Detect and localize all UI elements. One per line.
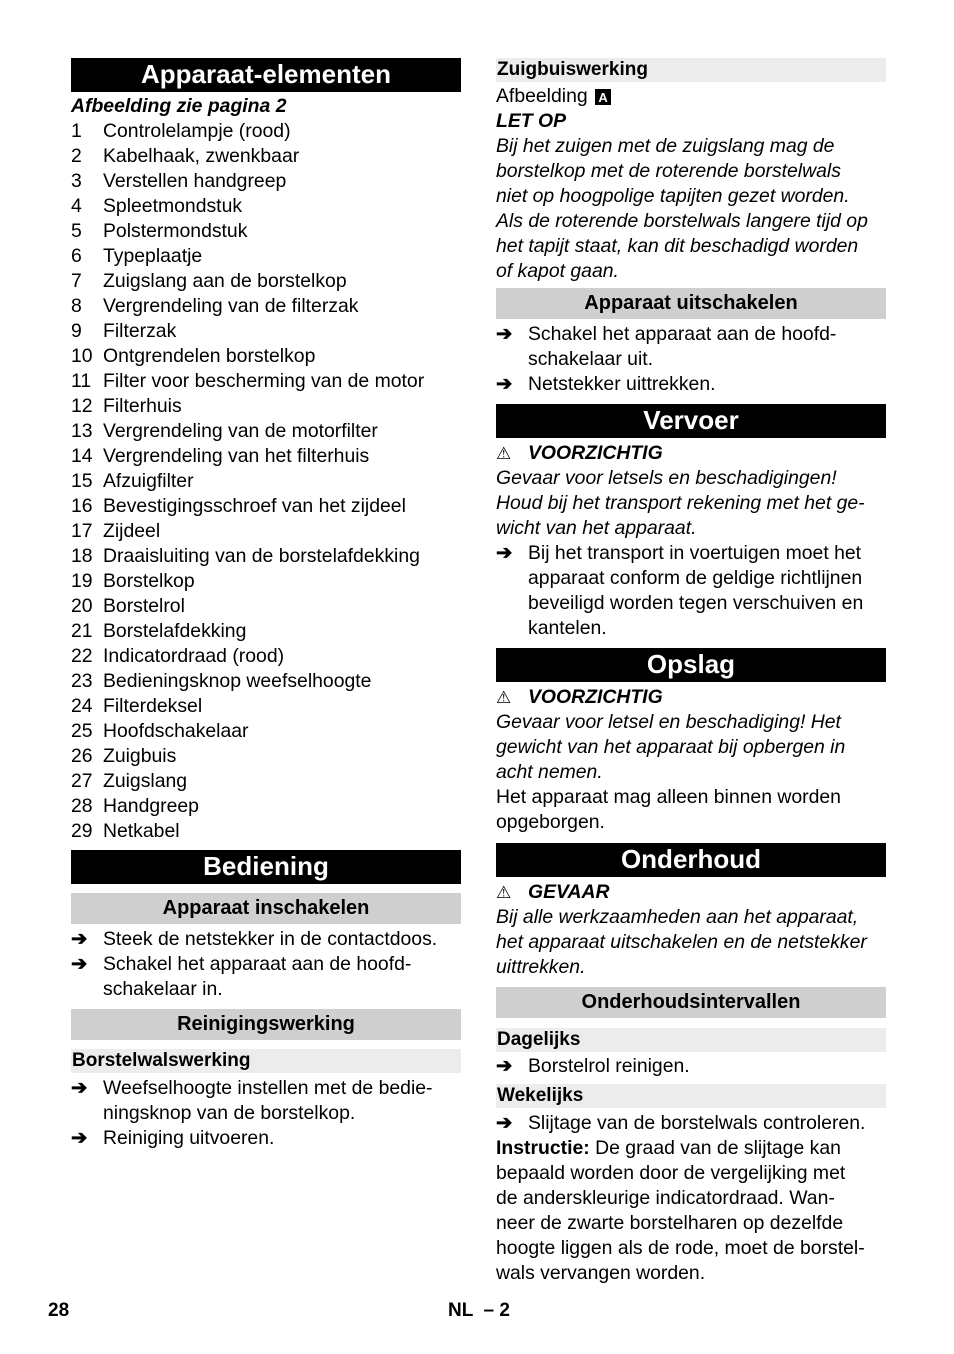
parts-list-item bbox=[71, 619, 461, 644]
heading-apparaat-inschakelen: Apparaat inschakelen bbox=[71, 893, 461, 924]
arrow-right-icon: ➔ bbox=[496, 1112, 513, 1134]
step-item bbox=[71, 952, 461, 1002]
item-label: Draaisluiting van de borstelafdekking bbox=[103, 545, 420, 567]
item-number: 11 bbox=[71, 370, 92, 392]
item-number: 27 bbox=[71, 770, 93, 792]
transport-warning bbox=[496, 441, 886, 466]
switch-off-steps bbox=[496, 322, 886, 397]
transport-warning-text: Gevaar voor letsels en beschadigingen! Houd bij het transport rekening met het ge- wicht van het apparaat. bbox=[496, 467, 865, 539]
item-number: 17 bbox=[71, 520, 93, 542]
instruction-label: Instructie: bbox=[496, 1137, 590, 1159]
step-text: Steek de netstekker in de contactdoos. bbox=[103, 928, 438, 950]
parts-list-item bbox=[71, 269, 461, 294]
item-number: 7 bbox=[71, 270, 82, 292]
parts-list-item bbox=[71, 819, 461, 844]
parts-list-item bbox=[71, 194, 461, 219]
item-number: 29 bbox=[71, 820, 93, 842]
brush-roll-steps bbox=[71, 1076, 461, 1151]
item-label: Zuigbuis bbox=[103, 745, 177, 767]
parts-list-item bbox=[71, 569, 461, 594]
step-item bbox=[71, 1126, 461, 1151]
storage-warning-text: Gevaar voor letsel en beschadiging! Het gewicht van het apparaat bij opbergen in acht nemen. bbox=[496, 711, 846, 783]
item-number: 20 bbox=[71, 595, 93, 617]
parts-list-item bbox=[71, 669, 461, 694]
parts-list-item bbox=[71, 719, 461, 744]
parts-list-item bbox=[71, 369, 461, 394]
step-item bbox=[71, 927, 461, 952]
parts-list-item bbox=[71, 794, 461, 819]
item-label: Ontgrendelen borstelkop bbox=[103, 345, 316, 367]
item-number: 21 bbox=[71, 620, 93, 642]
item-number: 16 bbox=[71, 495, 93, 517]
warning-triangle-icon: ⚠ bbox=[496, 444, 512, 463]
item-label: Kabelhaak, zwenkbaar bbox=[103, 145, 300, 167]
item-label: Vergrendeling van het filterhuis bbox=[103, 445, 370, 467]
item-label: Afzuigfilter bbox=[103, 470, 194, 492]
item-label: Borstelkop bbox=[103, 570, 195, 592]
step-text: Reiniging uitvoeren. bbox=[103, 1127, 275, 1149]
item-number: 8 bbox=[71, 295, 82, 317]
note-label: LET OP bbox=[496, 110, 567, 132]
item-label: Typeplaatje bbox=[103, 245, 203, 267]
page-number: 28 bbox=[48, 1300, 70, 1321]
heading-zuigbuiswerking: Zuigbuiswerking bbox=[496, 58, 886, 82]
heading-dagelijks: Dagelijks bbox=[496, 1028, 886, 1052]
danger-label: GEVAAR bbox=[528, 881, 610, 903]
item-label: Borstelafdekking bbox=[103, 620, 247, 642]
instruction-paragraph bbox=[496, 1136, 886, 1286]
item-label: Vergrendeling van de motorfilter bbox=[103, 420, 378, 442]
item-label: Spleetmondstuk bbox=[103, 195, 243, 217]
figure-reference: Afbeelding zie pagina 2 bbox=[71, 95, 287, 117]
item-number: 14 bbox=[71, 445, 93, 467]
parts-list-item bbox=[71, 644, 461, 669]
item-number: 24 bbox=[71, 695, 93, 717]
arrow-right-icon: ➔ bbox=[71, 953, 88, 975]
heading-reinigingswerking: Reinigingswerking bbox=[71, 1009, 461, 1040]
heading-borstelwalswerking: Borstelwalswerking bbox=[71, 1049, 461, 1073]
parts-list-item bbox=[71, 119, 461, 144]
item-number: 22 bbox=[71, 645, 93, 667]
parts-list-item bbox=[71, 344, 461, 369]
arrow-right-icon: ➔ bbox=[71, 1127, 88, 1149]
item-number: 23 bbox=[71, 670, 93, 692]
parts-list-item bbox=[71, 169, 461, 194]
figure-line bbox=[496, 84, 886, 109]
arrow-right-icon: ➔ bbox=[71, 1077, 88, 1099]
item-label: Netkabel bbox=[103, 820, 180, 842]
parts-list-item bbox=[71, 544, 461, 569]
item-label: Controlelampje (rood) bbox=[103, 120, 291, 142]
item-number: 9 bbox=[71, 320, 82, 342]
item-number: 1 bbox=[71, 120, 82, 142]
right-column bbox=[496, 58, 886, 1286]
item-label: Handgreep bbox=[103, 795, 199, 817]
item-label: Zijdeel bbox=[103, 520, 161, 542]
parts-list-item bbox=[71, 219, 461, 244]
storage-text: Het apparaat mag alleen binnen worden opgeborgen. bbox=[496, 786, 841, 833]
storage-warning bbox=[496, 685, 886, 710]
item-label: Zuigslang aan de borstelkop bbox=[103, 270, 347, 292]
item-number: 25 bbox=[71, 720, 93, 742]
item-number: 28 bbox=[71, 795, 93, 817]
item-number: 2 bbox=[71, 145, 82, 167]
step-text: Schakel het apparaat aan de hoofd- schakelaar in. bbox=[103, 953, 412, 1000]
transport-steps bbox=[496, 541, 886, 641]
parts-list-item bbox=[71, 444, 461, 469]
daily-steps bbox=[496, 1054, 886, 1079]
step-item bbox=[71, 1076, 461, 1126]
storage-warning-label: VOORZICHTIG bbox=[528, 686, 663, 708]
parts-list-item bbox=[71, 244, 461, 269]
item-label: Polstermondstuk bbox=[103, 220, 248, 242]
arrow-right-icon: ➔ bbox=[496, 323, 513, 345]
item-number: 10 bbox=[71, 345, 93, 367]
item-number: 5 bbox=[71, 220, 82, 242]
parts-list-item bbox=[71, 319, 461, 344]
arrow-right-icon: ➔ bbox=[496, 542, 513, 564]
item-number: 19 bbox=[71, 570, 93, 592]
heading-apparaat-elementen: Apparaat-elementen bbox=[71, 58, 461, 92]
item-number: 3 bbox=[71, 170, 82, 192]
heading-apparaat-uitschakelen: Apparaat uitschakelen bbox=[496, 288, 886, 319]
parts-list bbox=[71, 119, 461, 844]
step-text: Weefselhoogte instellen met de bedie- ningsknop van de borstelkop. bbox=[103, 1077, 433, 1124]
item-label: Filter voor bescherming van de motor bbox=[103, 370, 425, 392]
step-item bbox=[496, 1054, 886, 1079]
item-number: 15 bbox=[71, 470, 93, 492]
item-label: Bedieningsknop weefselhoogte bbox=[103, 670, 372, 692]
parts-list-item bbox=[71, 294, 461, 319]
arrow-right-icon: ➔ bbox=[496, 373, 513, 395]
figure-letter-badge: A bbox=[595, 89, 611, 105]
step-text: Borstelrol reinigen. bbox=[528, 1055, 690, 1077]
item-label: Borstelrol bbox=[103, 595, 185, 617]
item-label: Zuigslang bbox=[103, 770, 188, 792]
item-number: 13 bbox=[71, 420, 93, 442]
item-label: Bevestigingsschroef van het zijdeel bbox=[103, 495, 406, 517]
step-text: Bij het transport in voertuigen moet het apparaat conform de geldige richtlijnen beveiligd worden tegen verschuiven en kantelen. bbox=[528, 542, 864, 639]
item-number: 12 bbox=[71, 395, 93, 417]
heading-bediening: Bediening bbox=[71, 850, 461, 884]
danger-warning bbox=[496, 880, 886, 905]
parts-list-item bbox=[71, 519, 461, 544]
item-label: Vergrendeling van de filterzak bbox=[103, 295, 359, 317]
heading-opslag: Opslag bbox=[496, 648, 886, 682]
step-item bbox=[496, 372, 886, 397]
item-label: Filterhuis bbox=[103, 395, 182, 417]
parts-list-item bbox=[71, 694, 461, 719]
language-page-label: NL – 2 bbox=[448, 1300, 510, 1321]
parts-list-item bbox=[71, 144, 461, 169]
step-item bbox=[496, 322, 886, 372]
danger-text: Bij alle werkzaamheden aan het apparaat, het apparaat uitschakelen en de netstekker uittrekken. bbox=[496, 906, 867, 978]
warning-triangle-icon: ⚠ bbox=[496, 688, 512, 707]
weekly-steps bbox=[496, 1111, 886, 1136]
heading-wekelijks: Wekelijks bbox=[496, 1084, 886, 1108]
parts-list-item bbox=[71, 769, 461, 794]
item-number: 18 bbox=[71, 545, 93, 567]
parts-list-item bbox=[71, 469, 461, 494]
item-label: Indicatordraad (rood) bbox=[103, 645, 285, 667]
step-text: Schakel het apparaat aan de hoofd- schakelaar uit. bbox=[528, 323, 837, 370]
parts-list-item bbox=[71, 744, 461, 769]
heading-onderhoud: Onderhoud bbox=[496, 843, 886, 877]
instruction-text: De graad van de slijtage kan bepaald worden door de vergelijking met de anderskleurige indicatordraad. Wan- neer de zwarte borstelharen op dezelfde hoogte liggen als de rode, moet de borstel- wals vervangen worden. bbox=[496, 1137, 865, 1284]
item-label: Verstellen handgreep bbox=[103, 170, 287, 192]
step-item bbox=[496, 541, 886, 641]
note-text: Bij het zuigen met de zuigslang mag de borstelkop met de roterende borstelwals niet op hoogpolige tapijten gezet worden. Als de roterende borstelwals langere tijd op het tapijt staat, kan dit beschadigd worden of kapot gaan. bbox=[496, 135, 868, 282]
item-label: Filterzak bbox=[103, 320, 177, 342]
transport-warning-label: VOORZICHTIG bbox=[528, 442, 663, 464]
item-label: Filterdeksel bbox=[103, 695, 203, 717]
switch-on-steps bbox=[71, 927, 461, 1002]
left-column bbox=[71, 58, 461, 1151]
parts-list-item bbox=[71, 419, 461, 444]
parts-list-item bbox=[71, 494, 461, 519]
arrow-right-icon: ➔ bbox=[496, 1055, 513, 1077]
warning-triangle-icon: ⚠ bbox=[496, 883, 512, 902]
item-number: 26 bbox=[71, 745, 93, 767]
parts-list-item bbox=[71, 594, 461, 619]
step-item bbox=[496, 1111, 886, 1136]
arrow-right-icon: ➔ bbox=[71, 928, 88, 950]
item-label: Hoofdschakelaar bbox=[103, 720, 249, 742]
item-number: 6 bbox=[71, 245, 82, 267]
heading-onderhoudsintervallen: Onderhoudsintervallen bbox=[496, 987, 886, 1018]
step-text: Slijtage van de borstelwals controleren. bbox=[528, 1112, 866, 1134]
item-number: 4 bbox=[71, 195, 82, 217]
parts-list-item bbox=[71, 394, 461, 419]
figure-label: Afbeelding bbox=[496, 85, 588, 107]
heading-vervoer: Vervoer bbox=[496, 404, 886, 438]
step-text: Netstekker uittrekken. bbox=[528, 373, 716, 395]
